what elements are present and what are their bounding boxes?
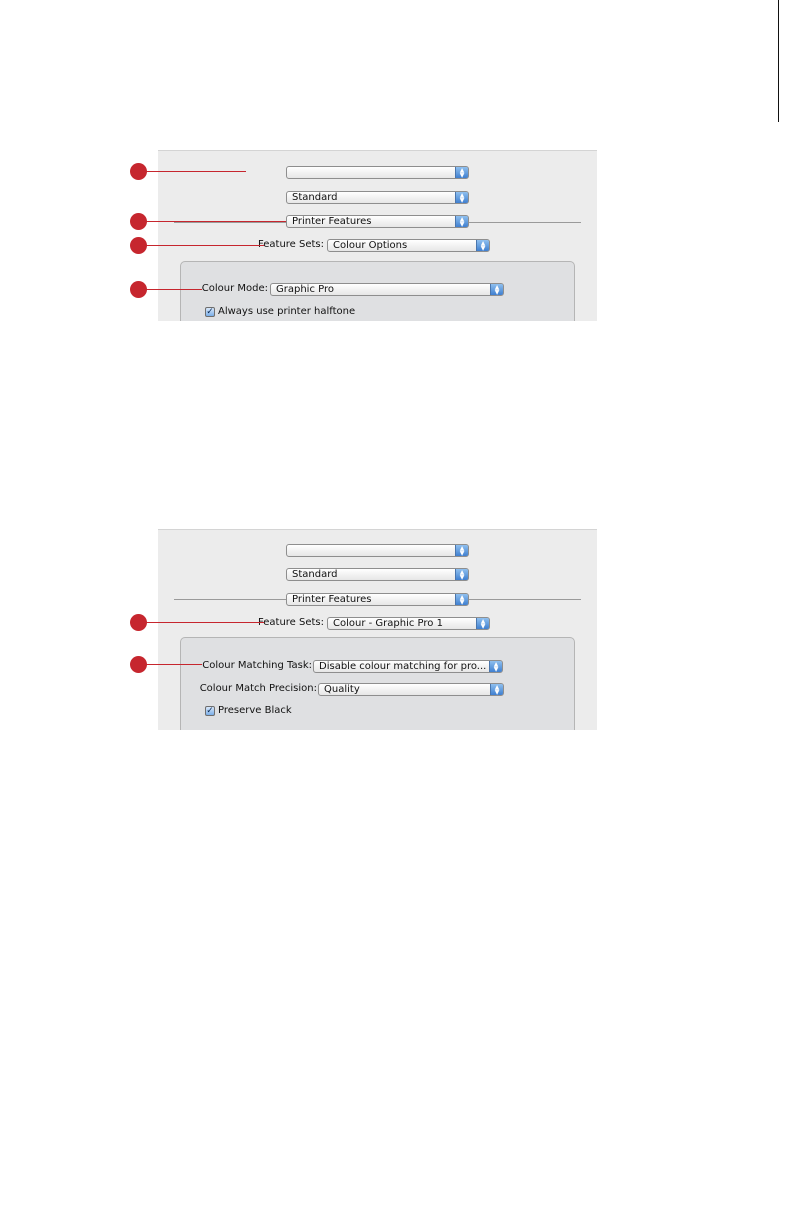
updown-arrows-icon: ▲ ▼ — [455, 191, 469, 204]
preserve-black-checkbox[interactable] — [205, 706, 215, 716]
checkmark-icon: ✓ — [206, 706, 214, 716]
halftone-checkbox[interactable] — [205, 307, 215, 317]
presets-value: Standard — [292, 569, 338, 580]
checkmark-icon: ✓ — [206, 307, 214, 317]
updown-arrows-icon: ▲ ▼ — [455, 593, 469, 606]
printer-popup[interactable] — [286, 166, 469, 179]
section-divider-right — [469, 222, 581, 223]
section-divider-right — [469, 599, 581, 600]
callout-line-printer — [145, 171, 246, 172]
updown-arrows-icon: ▲ ▼ — [489, 660, 503, 673]
page-edge-rule — [778, 0, 779, 122]
colour-mode-popup[interactable] — [270, 283, 504, 296]
updown-arrows-icon: ▲ ▼ — [455, 215, 469, 228]
callout-line-feature-sets — [145, 245, 264, 246]
match-precision-value: Quality — [324, 684, 360, 695]
callout-line-pane — [145, 221, 286, 222]
feature-sets-value: Colour - Graphic Pro 1 — [333, 618, 443, 629]
pane-value: Printer Features — [292, 216, 372, 227]
feature-sets-label: Feature Sets: — [258, 617, 324, 628]
matching-task-label: Colour Matching Task: — [202, 660, 312, 671]
section-divider-left — [174, 599, 286, 600]
pane-popup[interactable] — [286, 215, 469, 228]
matching-task-popup[interactable] — [313, 660, 503, 673]
print-dialog-colour-options — [158, 150, 597, 321]
feature-sets-value: Colour Options — [333, 240, 408, 251]
updown-arrows-icon: ▲ ▼ — [476, 239, 490, 252]
updown-arrows-icon: ▲ ▼ — [490, 283, 504, 296]
callout-line-feature-sets — [145, 622, 264, 623]
preserve-black-label: Preserve Black — [218, 705, 292, 716]
updown-arrows-icon: ▲ ▼ — [455, 568, 469, 581]
updown-arrows-icon: ▲ ▼ — [455, 166, 469, 179]
updown-arrows-icon: ▲ ▼ — [490, 683, 504, 696]
presets-popup[interactable] — [286, 191, 469, 204]
pane-popup[interactable] — [286, 593, 469, 606]
feature-sets-popup[interactable] — [327, 617, 490, 630]
presets-popup[interactable] — [286, 568, 469, 581]
feature-sets-popup[interactable] — [327, 239, 490, 252]
match-precision-popup[interactable] — [318, 683, 504, 696]
presets-value: Standard — [292, 192, 338, 203]
halftone-label: Always use printer halftone — [218, 306, 356, 317]
colour-mode-label: Colour Mode: — [201, 283, 268, 294]
callout-line-colour-mode — [145, 289, 202, 290]
colour-mode-value: Graphic Pro — [276, 284, 334, 295]
matching-task-value: Disable colour matching for pro... — [319, 661, 487, 672]
callout-line-matching-task — [145, 664, 202, 665]
pane-value: Printer Features — [292, 594, 372, 605]
updown-arrows-icon: ▲ ▼ — [455, 544, 469, 557]
printer-popup[interactable] — [286, 544, 469, 557]
print-dialog-graphic-pro — [158, 529, 597, 730]
feature-sets-label: Feature Sets: — [258, 239, 324, 250]
updown-arrows-icon: ▲ ▼ — [476, 617, 490, 630]
match-precision-label: Colour Match Precision: — [199, 683, 317, 694]
section-divider-left — [174, 222, 286, 223]
